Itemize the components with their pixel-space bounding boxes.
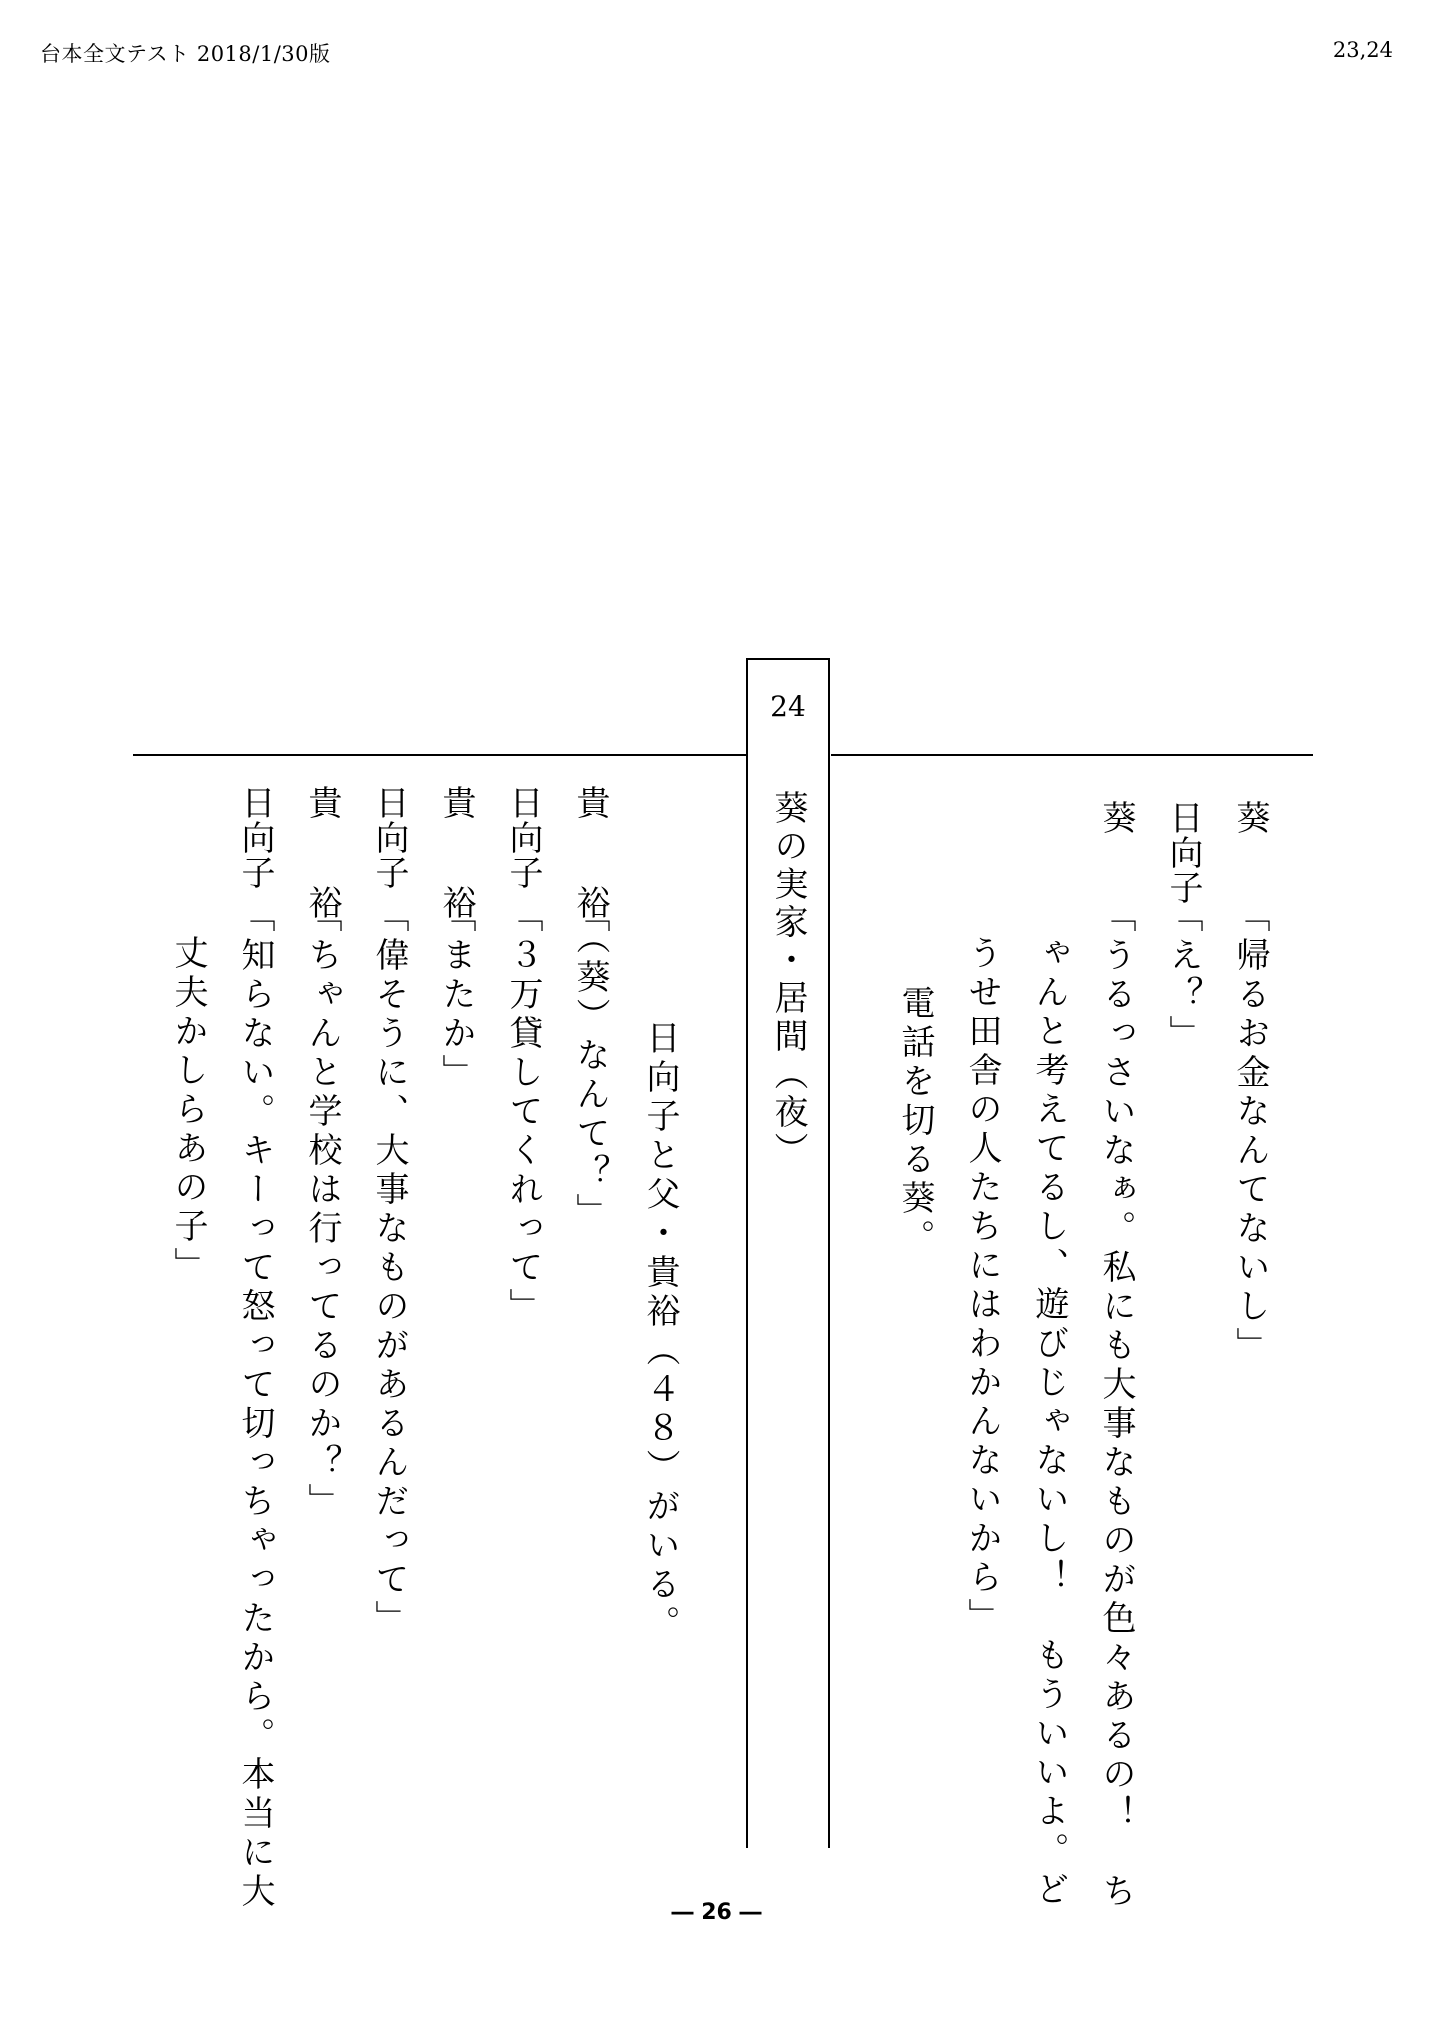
speaker-name: 葵 xyxy=(1096,800,1136,839)
dialogue-line: 「またか」 xyxy=(436,898,476,1093)
dialogue-line-continued: 丈夫かしらあの子」 xyxy=(168,935,208,1286)
horizontal-rule-left xyxy=(133,754,747,756)
speaker-name: 日向子 xyxy=(235,785,275,890)
dialogue-line: 「え？」 xyxy=(1163,898,1203,1054)
dialogue-line: 「帰るお金なんてないし」 xyxy=(1230,898,1270,1366)
speaker-name: 貴 裕 xyxy=(302,785,342,935)
horizontal-rule-right xyxy=(831,754,1313,756)
scene-number: 24 xyxy=(770,690,806,723)
speaker-name: 日向子 xyxy=(369,785,409,890)
stage-direction: 日向子と父・貴裕（４８）がいる。 xyxy=(640,1020,680,1644)
dialogue-line: 「偉そうに、大事なものがあるんだって」 xyxy=(369,898,409,1639)
speaker-name: 貴 裕 xyxy=(570,785,610,935)
dialogue-line-continued: うせ田舎の人たちにはわかんないから」 xyxy=(962,935,1002,1637)
speaker-name: 葵 xyxy=(1230,800,1270,839)
dialogue-line-continued: ゃんと考えてるし、遊びじゃないし！ もういいよ。ど xyxy=(1029,935,1069,1910)
stage-direction: 電話を切る葵。 xyxy=(895,985,935,1258)
dialogue-line: 「３万貸してくれって」 xyxy=(503,898,543,1327)
page-number: ― 26 ― xyxy=(671,1900,762,1925)
dialogue-line: 「ちゃんと学校は行ってるのか？」 xyxy=(302,898,342,1522)
speaker-name: 日向子 xyxy=(1163,800,1203,905)
document-header-page-ref: 23,24 xyxy=(1332,38,1393,62)
scene-title: 葵の実家・居間（夜） xyxy=(768,790,808,1170)
dialogue-line: 「うるっさいなぁ。私にも大事なものが色々あるの！ ち xyxy=(1096,898,1136,1912)
speaker-name: 貴 裕 xyxy=(436,785,476,935)
speaker-name: 日向子 xyxy=(503,785,543,890)
dialogue-line: 「（葵）なんて？」 xyxy=(570,898,610,1232)
document-header-title: 台本全文テスト 2018/1/30版 xyxy=(40,42,331,66)
dialogue-line: 「知らない。キーって怒って切っちゃったから。本当に大 xyxy=(235,898,275,1912)
